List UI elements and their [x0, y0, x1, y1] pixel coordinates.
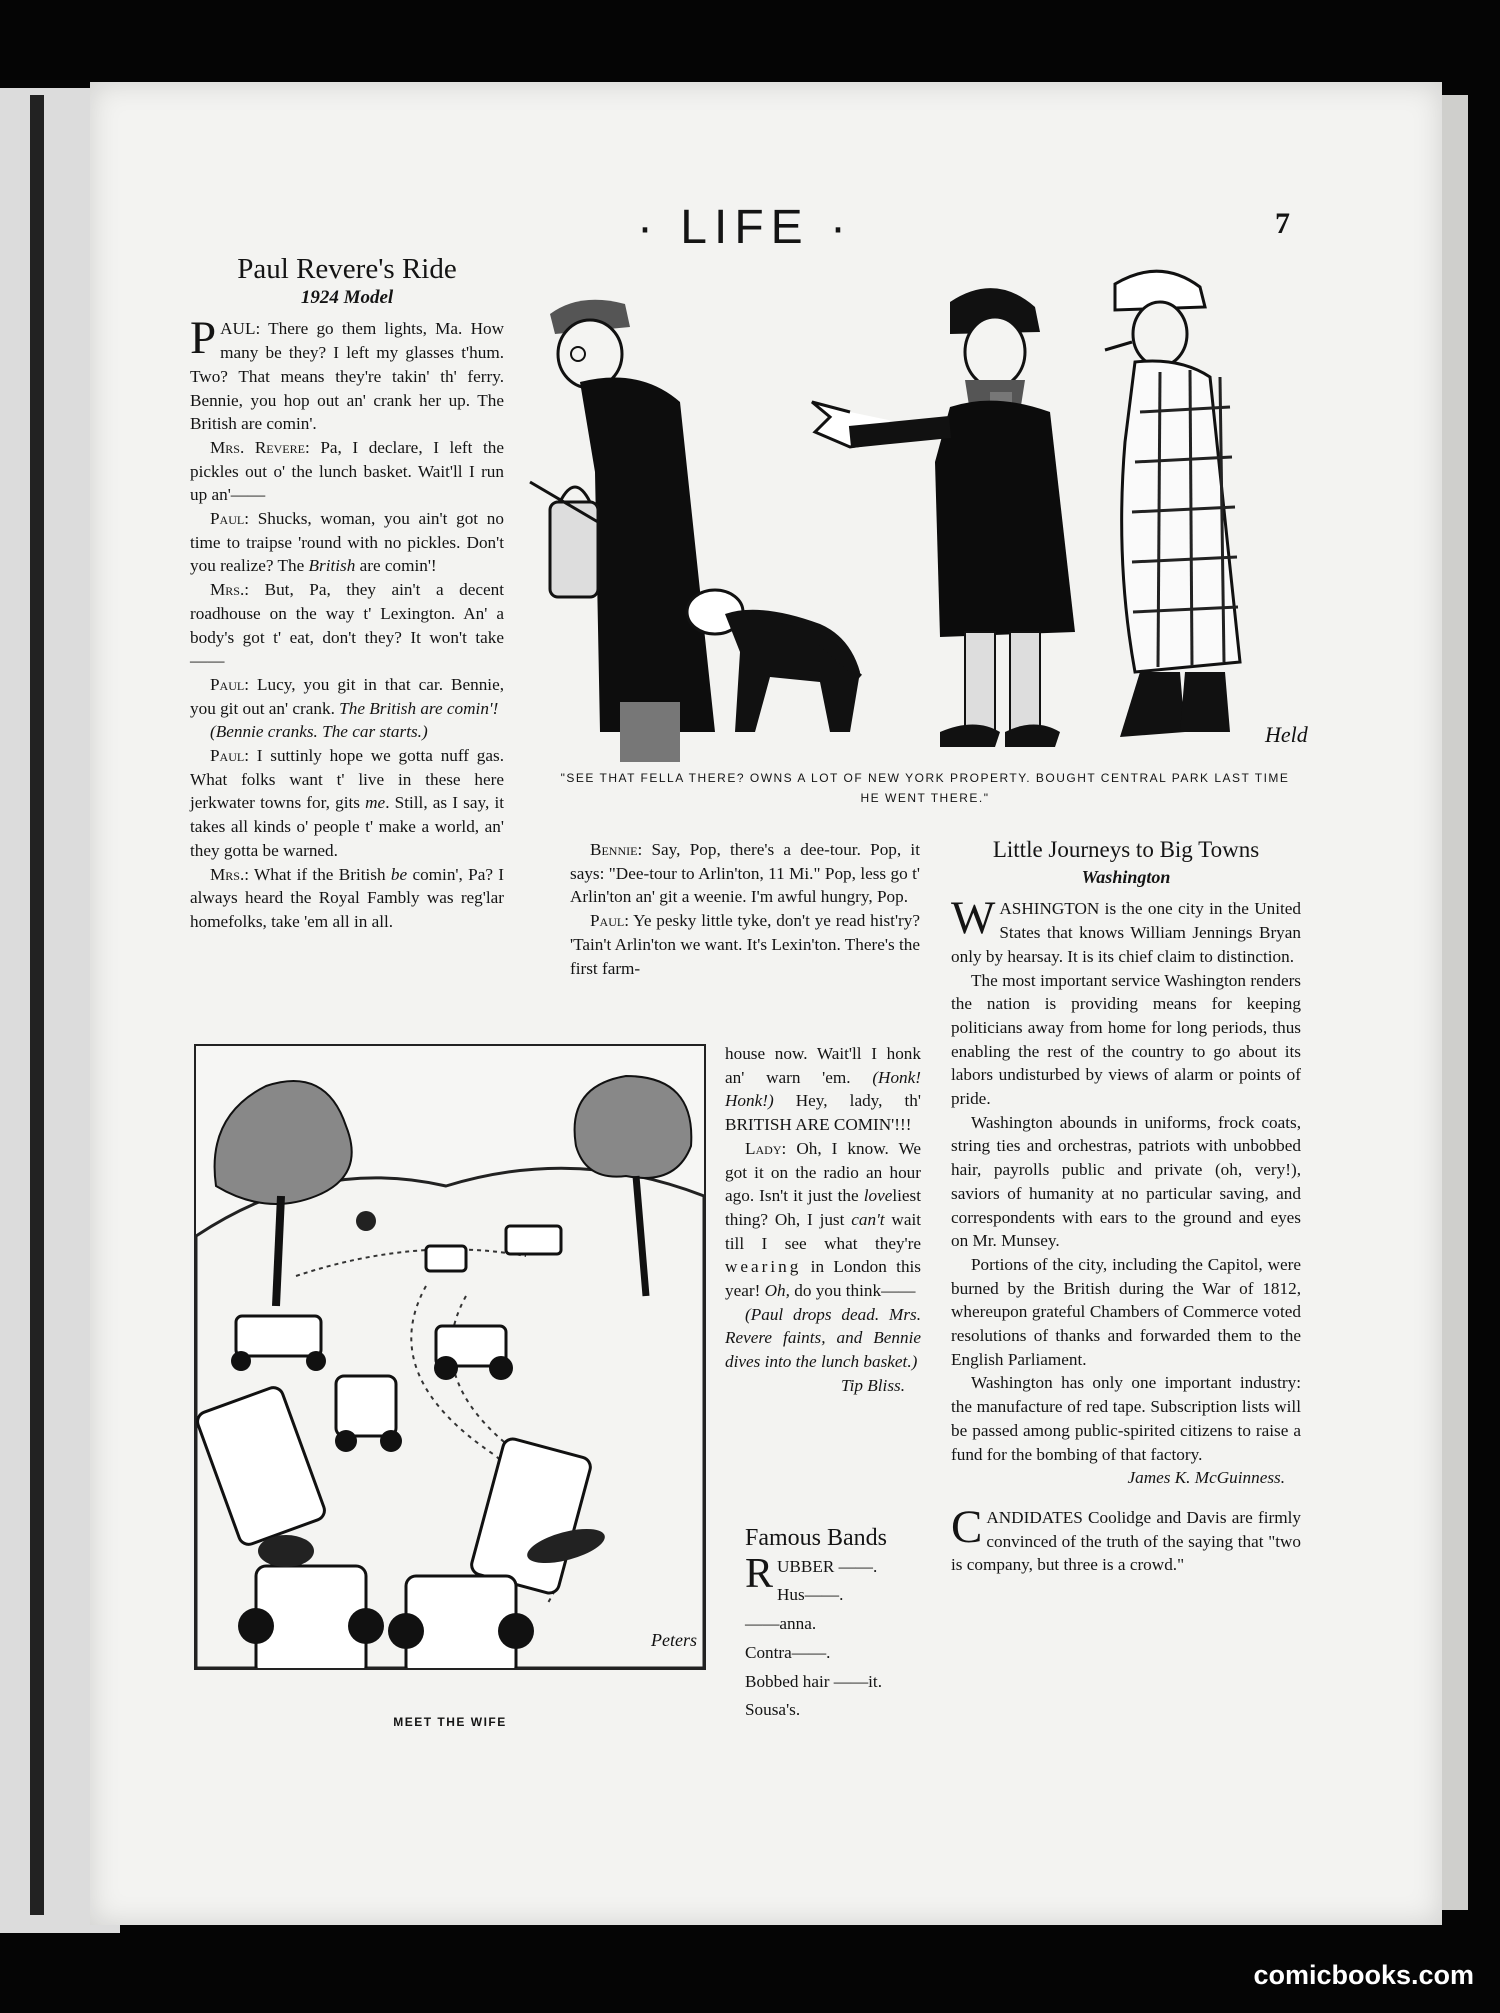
- binding-gutter: [30, 95, 44, 1915]
- journeys-paragraph: The most important service Washington renders the nation is providing means for keeping politicians away from home for long periods, thus enabling the rest of the country to go about its labors undisturbed by views of alarm or points of pride.: [951, 970, 1301, 1109]
- revere-column-1: [190, 253, 505, 934]
- revere-paragraph: Paul: Ye pesky little tyke, don't ye read hist'ry? 'Tain't Arlin'ton we want. It's Lexin'ton. There's the first farm-: [570, 911, 920, 978]
- journeys-paragraph: Portions of the city, including the Capitol, were burned by the British during the War of 1812, whereupon grateful Chambers of Commerce voted resolutions of thanks and forwarded them to the English Parliament.: [951, 1254, 1301, 1369]
- revere-paragraph: house now. Wait'll I honk an' warn 'em. (Honk! Honk!) Hey, lady, th' BRITISH ARE COMIN'!!!: [725, 1044, 921, 1135]
- stage-direction: (Paul drops dead. Mrs. Revere faints, and Bennie dives into the lunch basket.): [725, 1304, 921, 1372]
- bands-list: [745, 1550, 925, 1722]
- bands-section: [745, 1527, 925, 1727]
- revere-paragraph: Bennie: Say, Pop, there's a dee-tour. Pop, it says: "Dee-tour to Arlin'ton, 11 Mi." Pop, less go t' Arlin'ton an' git a weenie. I'm awful hungry, Pop.: [570, 840, 920, 907]
- cartoon-dog: [687, 590, 860, 732]
- revere-paragraph: Mrs. Revere: Pa, I declare, I left the pickles out o' the lunch basket. Wait'll I run up an'——: [190, 437, 504, 505]
- drop-cap: C: [951, 1500, 983, 1553]
- page-number: 7: [1275, 207, 1290, 240]
- revere-paragraph: Lady: Oh, I know. We got it on the radio an hour ago. Isn't it just the loveliest thing? Oh, I just can't wait till I see what they're wearing in London this year! Oh, do you think——: [725, 1138, 921, 1301]
- watermark: comicbooks.com: [1253, 1960, 1474, 1990]
- journeys-subtitle: Washington: [1081, 866, 1171, 887]
- revere-paragraph: Paul: Lucy, you git in that car. Bennie, you git out an' crank. The British are comin'!: [190, 674, 504, 718]
- bands-title: Famous Bands: [745, 1525, 888, 1551]
- cartoon-meet-the-wife: [194, 1044, 706, 1670]
- drop-cap: P: [190, 312, 217, 365]
- page-stack-edge: [1442, 95, 1468, 1910]
- revere-paragraph: PAUL: There go them lights, Ma. How many be they? I left my glasses t'hum. Two? That means they're takin' th' ferry. Bennie, you hop out an' crank her up. The British are comin'.: [190, 312, 504, 434]
- revere-signature: Tip Bliss.: [841, 1375, 905, 1395]
- revere-column-2-narrow: [725, 1042, 921, 1398]
- journeys-paragraph: Washington has only one important industry: the manufacture of red tape. Subscription lists will be passed among public-spirited citizens to raise a fund for the bombing of that factory.: [951, 1373, 1301, 1464]
- cartoon-bottom-caption: MEET THE WIFE: [393, 1715, 507, 1729]
- bands-line: ——anna.: [745, 1614, 817, 1634]
- candidates-paragraph: CANDIDATES Coolidge and Davis are firmly convinced of the truth of the saying that "two is company, but three is a crowd.": [951, 1500, 1301, 1575]
- bands-line: RUBBER ——.: [745, 1550, 878, 1597]
- revere-paragraph: Paul: I suttinly hope we gotta nuff gas. What folks want t' live in these here jerkwater towns for, gits me. Still, as I say, it takes all kinds o' people t' make a world, an' they gotta be warned.: [190, 746, 505, 860]
- drop-cap: W: [951, 892, 996, 945]
- stage-direction: (Bennie cranks. The car starts.): [210, 722, 428, 742]
- bands-line: Contra——.: [745, 1642, 831, 1662]
- cartoon-three-men-and-dog: [520, 262, 1320, 762]
- journeys-signature: James K. McGuinness.: [1127, 1468, 1285, 1488]
- bands-line: Hus——.: [777, 1585, 844, 1605]
- bands-line: Bobbed hair ——it.: [745, 1671, 883, 1691]
- revere-subtitle: 1924 Model: [300, 286, 394, 308]
- revere-column-2: [570, 838, 920, 980]
- revere-paragraph: Mrs.: But, Pa, they ain't a decent roadhouse on the way t' Lexington. An' a body's got t' eat, don't they? It won't take——: [190, 580, 504, 671]
- journeys-column: [951, 838, 1301, 1577]
- cartoon-bottom-signature: Peters: [651, 1630, 697, 1650]
- cartoon-top-signature: Held: [1265, 722, 1308, 747]
- cartoon-right-man: [1105, 271, 1240, 737]
- revere-paragraph: Paul: Shucks, woman, you ain't got no time to traipse 'round with no pickles. Don't you realize? The British are comin'!: [190, 509, 504, 576]
- bands-line: Sousa's.: [745, 1700, 801, 1720]
- journeys-title: Little Journeys to Big Towns: [992, 837, 1260, 862]
- revere-title: Paul Revere's Ride: [237, 253, 457, 285]
- drop-cap: R: [745, 1550, 774, 1597]
- cartoon-old-man: [530, 300, 715, 762]
- revere-paragraph: Mrs.: What if the British be comin', Pa? I always heard the Royal Fambly was reg'lar homefolks, take 'em all in all.: [190, 864, 504, 931]
- journeys-paragraph: WASHINGTON is the one city in the United States that knows William Jennings Bryan only by hearsay. It is its chief claim to distinction.: [951, 892, 1301, 966]
- cartoon-top-caption: "SEE THAT FELLA THERE? OWNS A LOT OF NEW YORK PROPERTY. BOUGHT CENTRAL PARK LAST TIME HE WENT THERE.": [560, 771, 1290, 805]
- journeys-paragraph: Washington abounds in uniforms, frock coats, string ties and orchestras, patriots with unbobbed hair, payrolls public and private (oh, very!), saviors of humanity at no particular saving, and correspondents with ears to the ground and eyes on Mr. Munsey.: [951, 1112, 1301, 1251]
- masthead: · LIFE ·: [636, 201, 853, 254]
